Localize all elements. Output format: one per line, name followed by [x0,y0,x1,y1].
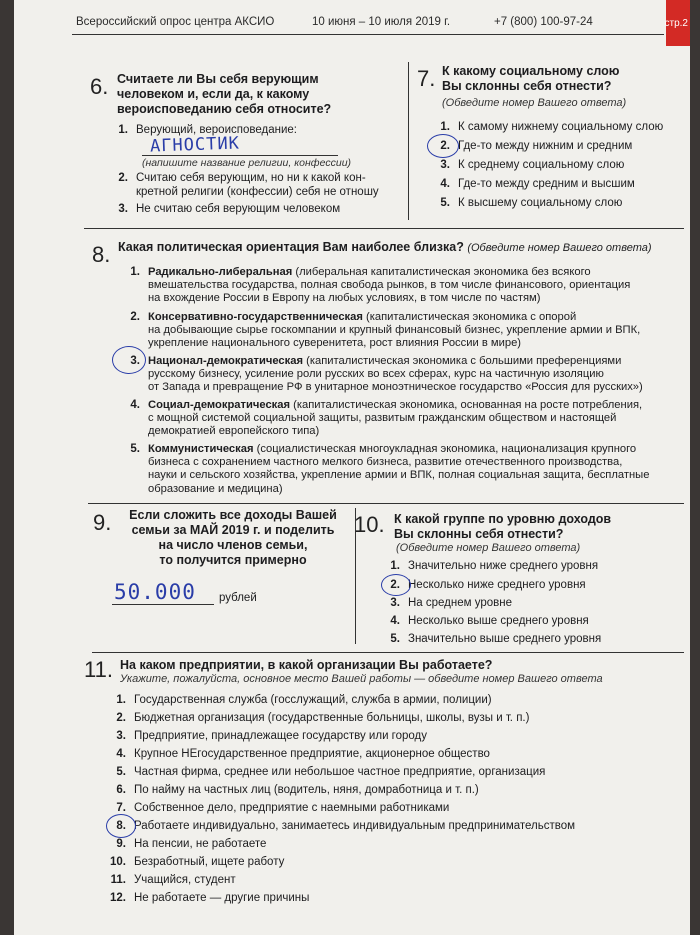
q9-handwritten-answer: 50.000 [114,580,196,604]
q11-option-label: Бюджетная организация (государственные больницы, школы, вузы и т. п.) [134,712,530,724]
q6-option-label: Не считаю себя верующим человеком [136,203,341,215]
q11-number: 11. [84,657,113,682]
column-divider [408,62,409,220]
q8-option-name: Радикально-либеральная [148,266,293,278]
section-divider [84,228,684,229]
section-divider [88,503,684,504]
q8-option-desc: от Запада и превращение РФ в унитарное моноэтническое государство «Россия для русских») [148,381,643,394]
q7-number: 7. [417,66,436,91]
q11-option-10[interactable]: 10. Безработный, ищете работу [110,856,285,868]
q8-option-3-text [148,355,668,395]
q11-option-4[interactable]: 4. Крупное НЕгосударственное предприятие, акционерное общество [116,748,490,760]
q11-option-label: Работаете индивидуально, занимаетесь индивидуальным предпринимательством [134,820,576,832]
q11-option-9[interactable]: 9. На пенсии, не работаете [116,838,267,850]
q8-option-name: Национал-демократическая [148,355,303,367]
q11-option-2[interactable]: 2. Бюджетная организация (государственные больницы, школы, вузы и т. п.) [116,712,530,724]
q11-title: На каком предприятии, в какой организации Вы работаете? [120,658,493,672]
q8-option-desc: (социалистическая многоукладная экономика, национализация крупного [253,443,637,455]
q7-option-2[interactable]: 2. Где-то между нижним и средним [440,140,633,152]
survey-page [14,0,690,935]
q11-option-1[interactable]: 1. Государственная служба (госслужащий, служба в армии, полиции) [116,694,492,706]
q8-option-1[interactable]: 1. [130,266,140,278]
q11-option-3[interactable]: 3. Предприятие, принадлежащее государству или городу [116,730,428,742]
q8-option-3[interactable]: 3. [130,355,140,367]
q8-option-desc: (капиталистическая экономика, основанная на росте потребления, [290,399,643,411]
q6-title-line: Считаете ли Вы себя верующим [117,72,319,86]
survey-dates: 10 июня – 10 июля 2019 г. [312,16,451,28]
q8-option-5-text [148,443,668,496]
q8-option-desc: образование и медицина) [148,482,283,495]
q10-hint: (Обведите номер Вашего ответа) [396,542,581,554]
q11-option-11[interactable]: 11. Учащийся, студент [110,874,236,886]
q10-option-label: Значительно ниже среднего уровня [408,560,599,572]
q8-option-name: Коммунистическая [148,443,254,455]
q9-number: 9. [93,510,112,535]
q6-option-2[interactable]: 2. Считаю себя верующим, но ни к какой кон- кретной религии (конфессии) себя не отношу [118,172,379,198]
q7-option-label: Где-то между средним и высшим [458,178,635,190]
q6-title [117,72,407,117]
q8-title-text: Какая политическая ориентация Вам наиболее близка? [118,240,464,254]
q6-option-3[interactable]: 3. Не считаю себя верующим человеком [118,203,341,215]
q9-answer-line[interactable] [112,604,214,605]
header-divider [72,34,664,35]
q8-option-desc: укрепление национального суверенитета, рост влияния России в мире) [148,337,522,350]
q7-title-line: К какому социальному слою [442,64,620,78]
q8-option-desc: (капиталистическая экономика с большими преференциями [303,355,622,367]
q7-title [442,64,682,94]
q10-option-label: На среднем уровне [408,597,513,609]
q8-option-desc: на вхождение России в Европу на любых условиях, в том числе по частям) [148,292,541,305]
q10-option-3[interactable]: 3. На среднем уровне [390,597,513,609]
q11-option-12[interactable]: 12. Не работаете — другие причины [110,892,310,904]
q8-option-2[interactable]: 2. [130,311,140,323]
q7-hint: (Обведите номер Вашего ответа) [442,97,627,109]
q6-option-label: Считаю себя верующим, но ни к какой кон- [136,172,366,184]
q10-title-line: К какой группе по уровню доходов [394,512,612,526]
q7-option-label: К самому нижнему социальному слою [458,121,664,133]
q10-title-line: Вы склонны себя отнести? [394,527,564,541]
q11-option-label: Крупное НЕгосударственное предприятие, акционерное общество [134,748,490,760]
q11-option-label: Предприятие, принадлежащее государству или городу [134,730,428,742]
q8-option-desc: (либеральная капиталистическая экономика без всякого [292,266,591,278]
q11-option-6[interactable]: 6. По найму на частных лиц (водитель, няня, домработница и т. п.) [116,784,479,796]
q10-title [394,512,674,542]
q8-option-desc: демократией европейского типа) [148,425,320,438]
q8-option-desc: (капиталистическая экономика с опорой [362,311,577,323]
q10-selected-circle [381,574,411,596]
q11-option-label: Учащийся, студент [134,874,236,886]
q9-title-line: то получится примерно [159,553,307,567]
q10-number: 10. [354,512,385,537]
page-number: стр.2 [664,18,688,29]
q10-option-4[interactable]: 4. Несколько выше среднего уровня [390,615,589,627]
q8-option-desc: на добывающие сырье госкомпании и крупный финансовый бизнес, укрепление армии и ВПК, [148,324,641,337]
q8-option-4[interactable]: 4. [130,399,140,411]
q11-option-label: На пенсии, не работаете [134,838,267,850]
section-divider [92,652,684,653]
q7-option-label: Где-то между нижним и средним [458,140,633,152]
q10-option-5[interactable]: 5. Значительно выше среднего уровня [390,633,602,645]
q8-option-desc: бизнеса с сохранением частного мелкого бизнеса, развитие отечественного производства, [148,456,623,469]
q10-option-label: Несколько выше среднего уровня [408,615,589,627]
q8-option-4-text [148,399,668,439]
q8-option-desc: с мощной системой социальной защиты, развитым гражданским обществом и настоящей [148,412,617,425]
q10-option-1[interactable]: 1. Значительно ниже среднего уровня [390,560,599,572]
q6-number: 6. [90,74,109,99]
q8-title [118,240,652,256]
q6-handwritten-answer: АГНОСТИК [149,133,241,157]
q8-option-2-text [148,311,668,351]
q8-option-desc: науки и сельского хозяйства, укрепление армии и ВПК, полная социальная защита, бесплатные [148,469,650,482]
q11-option-7[interactable]: 7. Собственное дело, предприятие с наемными работниками [116,802,450,814]
q7-option-label: К высшему социальному слою [458,197,623,209]
q9-unit: рублей [219,592,257,604]
q8-option-desc: вмешательства государства, полная свобода рынков, в том числе финансового, ориентация [148,279,631,292]
q10-option-label: Несколько ниже среднего уровня [408,579,586,591]
q11-option-label: Государственная служба (госслужащий, служба в армии, полиции) [134,694,492,706]
q10-option-2[interactable]: 2. Несколько ниже среднего уровня [390,579,586,591]
q7-option-3[interactable]: 3. К среднему социальному слою [440,159,625,171]
q11-option-label: Частная фирма, среднее или небольшое частное предприятие, организация [134,766,546,778]
q11-option-label: По найму на частных лиц (водитель, няня, домработница и т. п.) [134,784,479,796]
q7-option-1[interactable]: 1. К самому нижнему социальному слою [440,121,664,133]
q7-title-line: Вы склонны себя отнести? [442,79,612,93]
q8-number: 8. [92,242,111,267]
q7-option-label: К среднему социальному слою [458,159,625,171]
survey-phone: +7 (800) 100-97-24 [494,16,593,28]
q11-option-label: Не работаете — другие причины [134,892,310,904]
q7-selected-circle [427,134,459,158]
q11-option-label: Безработный, ищете работу [134,856,285,868]
q8-option-name: Социал-демократическая [148,399,291,411]
q6-option-hint: (напишите название религии, конфессии) [142,157,352,169]
survey-name: Всероссийский опрос центра АКСИО [76,16,275,28]
q11-option-5[interactable]: 5. Частная фирма, среднее или небольшое частное предприятие, организация [116,766,546,778]
q6-option-1[interactable]: 1. Верующий, вероисповедание: [118,124,297,136]
q9-title-line: Если сложить все доходы Вашей [129,508,337,522]
q11-hint: Укажите, пожалуйста, основное место Вашей работы — обведите номер Вашего ответа [120,673,603,685]
q9-title-line: семьи за МАЙ 2019 г. и поделить [131,523,335,537]
q8-option-name: Консервативно-государственническая [148,311,363,323]
q8-option-5[interactable]: 5. [130,443,140,455]
q6-option-label: кретной религии (конфессии) себя не отношу [136,185,379,198]
q11-option-label: Собственное дело, предприятие с наемными работниками [134,802,450,814]
q8-option-desc: русскому бизнесу, усиление роли русских во всех сферах, курс на частичную изоляцию [148,368,604,381]
q6-answer-line [142,155,338,156]
q8-option-1-text [148,266,668,306]
q8-hint: (Обведите номер Вашего ответа) [467,242,652,254]
q10-option-label: Значительно выше среднего уровня [408,633,602,645]
q7-option-4[interactable]: 4. Где-то между средним и высшим [440,178,635,190]
q11-option-8[interactable]: 8. Работаете индивидуально, занимаетесь индивидуальным предпринимательством [116,820,576,832]
q9-title-line: на число членов семьи, [158,538,308,552]
q9-title [118,508,348,568]
q6-title-line: человеком и, если да, к какому [117,87,310,101]
q11-selected-circle [106,814,136,838]
q6-title-line: вероисповеданию себя относите? [117,102,332,116]
q8-selected-circle [112,346,146,374]
q7-option-5[interactable]: 5. К высшему социальному слою [440,197,623,209]
q6-option-label: Верующий, вероисповедание: [136,124,297,136]
